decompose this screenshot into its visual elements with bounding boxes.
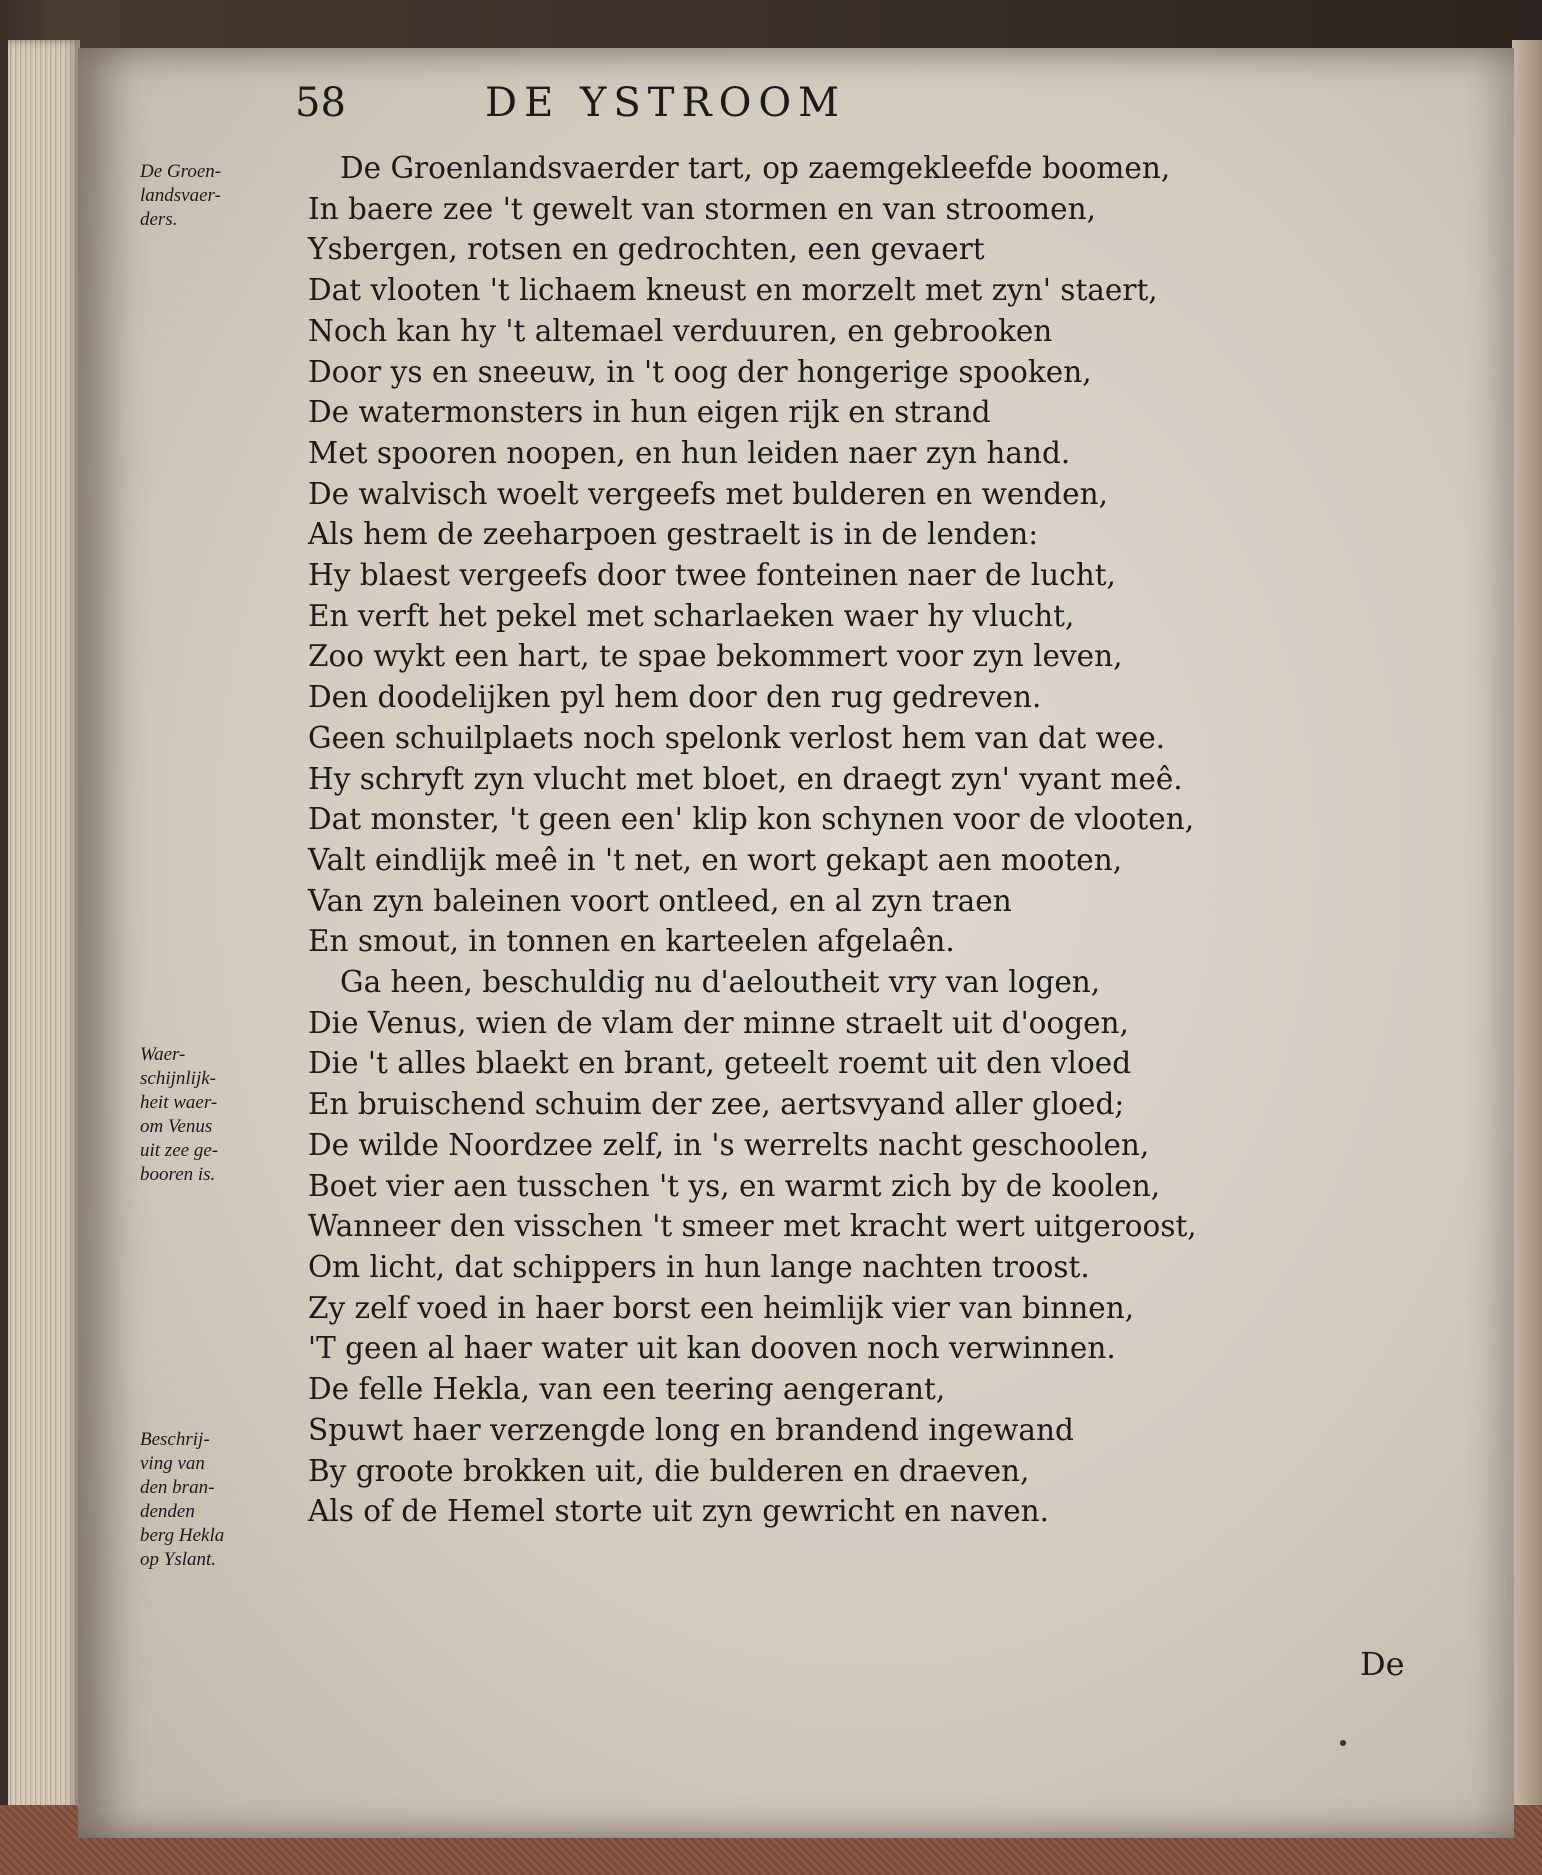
- running-head: DE YSTROOM: [485, 80, 847, 126]
- marginal-note-line: om Venus: [140, 1116, 213, 1137]
- poem-line: Ysbergen, rotsen en gedrochten, een gevaert: [308, 232, 985, 267]
- poem-line: Wanneer den visschen 't smeer met kracht wert uitgeroost,: [308, 1209, 1197, 1244]
- marginal-note-line: ving van: [140, 1453, 205, 1474]
- poem-line: Als of de Hemel storte uit zyn gewricht en naven.: [308, 1494, 1050, 1529]
- marginal-note-line: booren is.: [140, 1164, 216, 1185]
- poem-text: [308, 148, 1388, 1532]
- marginal-note-line: schijnlijk-: [140, 1068, 216, 1089]
- poem-line: Hy blaest vergeefs door twee fonteinen naer de lucht,: [308, 558, 1116, 593]
- marginal-note: [140, 160, 300, 232]
- poem-line: Spuwt haer verzengde long en brandend ingewand: [308, 1412, 1074, 1447]
- marginal-note-line: op Yslant.: [140, 1549, 217, 1570]
- poem-line: En verft het pekel met scharlaeken waer hy vlucht,: [308, 598, 1075, 633]
- poem-line: Geen schuilplaets noch spelonk verlost hem van dat wee.: [308, 720, 1166, 755]
- poem-line: Zy zelf voed in haer borst een heimlijk vier van binnen,: [308, 1290, 1135, 1325]
- marginal-note-line: landsvaer-: [140, 185, 221, 206]
- poem-line: De Groenlandsvaerder tart, op zaemgekleefde boomen,: [340, 151, 1171, 185]
- marginal-note-line: heit waer-: [140, 1092, 218, 1113]
- poem-line: Van zyn baleinen voort ontleed, en al zyn traen: [308, 883, 1012, 918]
- page-stack-edge: [8, 40, 80, 1830]
- poem-line: De wilde Noordzee zelf, in 's werrelts nacht geschoolen,: [308, 1127, 1150, 1162]
- catchword: De: [1360, 1645, 1405, 1683]
- poem-line: Ga heen, beschuldig nu d'aeloutheit vry van logen,: [340, 965, 1101, 1000]
- marginal-note: [140, 1043, 300, 1187]
- marginal-note-line: uit zee ge-: [140, 1140, 219, 1161]
- page-number: 58: [295, 80, 346, 126]
- marginal-note-line: Waer-: [140, 1044, 186, 1065]
- facing-page-edge: [1512, 40, 1542, 1840]
- poem-line: Om licht, dat schippers in hun lange nachten troost.: [308, 1249, 1090, 1284]
- poem-line: Die Venus, wien de vlam der minne straelt uit d'oogen,: [308, 1005, 1129, 1040]
- poem-line: Dat monster, 't geen een' klip kon schynen voor de vlooten,: [308, 802, 1195, 837]
- poem-line: Dat vlooten 't lichaem kneust en morzelt met zyn' staert,: [308, 273, 1158, 308]
- poem-line: En smout, in tonnen en karteelen afgelaên.: [308, 924, 955, 959]
- poem-line: Den doodelijken pyl hem door den rug gedreven.: [308, 680, 1042, 715]
- marginal-note-line: Beschrij-: [140, 1429, 210, 1450]
- poem-line: De walvisch woelt vergeefs met bulderen en wenden,: [308, 476, 1109, 511]
- poem-line: Hy schryft zyn vlucht met bloet, en draegt zyn' vyant meê.: [308, 761, 1183, 796]
- marginal-note-line: De Groen-: [140, 161, 222, 182]
- poem-line: De watermonsters in hun eigen rijk en strand: [308, 395, 991, 430]
- poem-line: By groote brokken uit, die bulderen en draeven,: [308, 1453, 1030, 1488]
- poem-line: Valt eindlijk meê in 't net, en wort gekapt aen mooten,: [308, 842, 1123, 877]
- poem-line: 'T geen al haer water uit kan dooven noch verwinnen.: [308, 1331, 1116, 1366]
- poem-line: Met spooren noopen, en hun leiden naer zyn hand.: [308, 435, 1071, 470]
- marginal-note-line: denden: [140, 1501, 195, 1522]
- poem-line: Zoo wykt een hart, te spae bekommert voor zyn leven,: [308, 639, 1123, 674]
- poem-line: De felle Hekla, van een teering aengerant,: [308, 1372, 946, 1407]
- poem-line: En bruischend schuim der zee, aertsvyand aller gloed;: [308, 1087, 1125, 1122]
- poem-line: Door ys en sneeuw, in 't oog der hongerige spooken,: [308, 354, 1092, 389]
- poem-line: Boet vier aen tusschen 't ys, en warmt zich by de koolen,: [308, 1168, 1161, 1203]
- marginal-note: [140, 1428, 300, 1572]
- poem-line: Die 't alles blaekt en brant, geteelt roemt uit den vloed: [308, 1046, 1132, 1081]
- poem-line: Als hem de zeeharpoen gestraelt is in de lenden:: [308, 517, 1039, 552]
- ink-speck: [1340, 1740, 1346, 1746]
- marginal-note-line: den bran-: [140, 1477, 215, 1498]
- poem-line: In baere zee 't gewelt van stormen en van stroomen,: [308, 191, 1096, 226]
- marginal-note-line: ders.: [140, 209, 178, 230]
- poem-line: Noch kan hy 't altemael verduuren, en gebrooken: [308, 313, 1053, 348]
- marginal-note-line: berg Hekla: [140, 1525, 225, 1546]
